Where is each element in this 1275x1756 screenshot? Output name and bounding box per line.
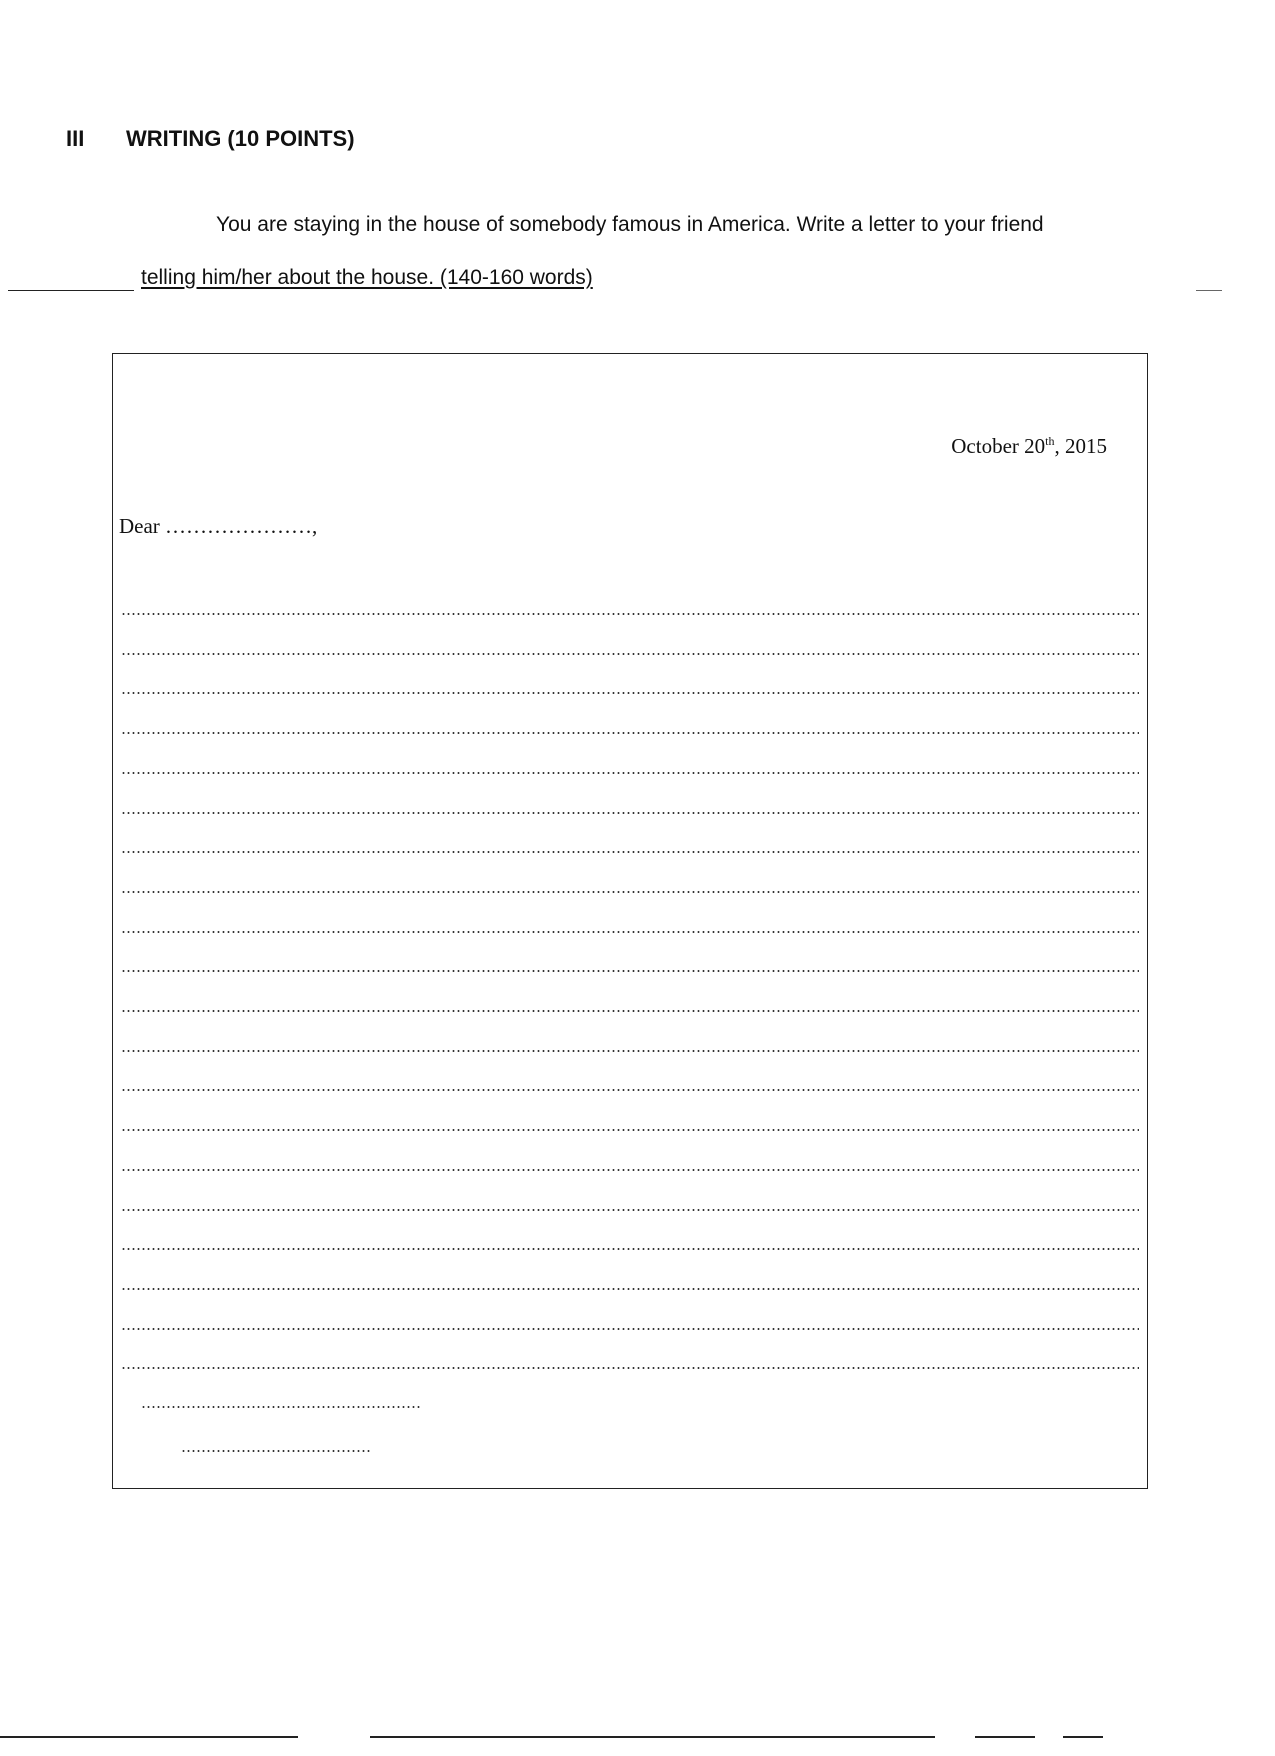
writing-line [121, 1209, 1139, 1211]
writing-line [121, 732, 1139, 734]
closing-line [141, 1406, 421, 1408]
writing-line [121, 692, 1139, 694]
writing-line [121, 1089, 1139, 1091]
writing-line [121, 1010, 1139, 1012]
prompt-line-1: You are staying in the house of somebody famous in America. Write a letter to your friend [216, 213, 1044, 236]
signature-line [181, 1450, 371, 1452]
footer-rule [0, 1736, 298, 1738]
writing-line [121, 1050, 1139, 1052]
writing-line [121, 1367, 1139, 1369]
section-heading [66, 126, 355, 152]
letter-date [951, 434, 1107, 459]
footer-rule [975, 1736, 1035, 1738]
writing-line [121, 1328, 1139, 1330]
prompt-rule-right [1196, 290, 1222, 291]
writing-line [121, 653, 1139, 655]
writing-line [121, 1248, 1139, 1250]
footer-rule [370, 1736, 935, 1738]
writing-line [121, 812, 1139, 814]
writing-line [121, 1288, 1139, 1290]
letter-salutation: Dear …………………, [119, 514, 318, 538]
date-year: , 2015 [1054, 434, 1107, 458]
writing-line [121, 1129, 1139, 1131]
date-text: October 20 [951, 434, 1046, 458]
writing-line [121, 613, 1139, 615]
prompt-line-2: telling him/her about the house. (140-160 words) [141, 266, 593, 289]
prompt-rule-left [8, 290, 134, 291]
writing-line [121, 1169, 1139, 1171]
writing-line [121, 891, 1139, 893]
writing-line [121, 931, 1139, 933]
section-title: WRITING (10 POINTS) [126, 126, 355, 151]
letter-answer-box [112, 353, 1148, 1489]
writing-line [121, 772, 1139, 774]
section-number: III [66, 126, 85, 151]
writing-line [121, 970, 1139, 972]
date-ordinal: th [1045, 434, 1055, 448]
footer-rule [1063, 1736, 1103, 1738]
writing-line [121, 851, 1139, 853]
